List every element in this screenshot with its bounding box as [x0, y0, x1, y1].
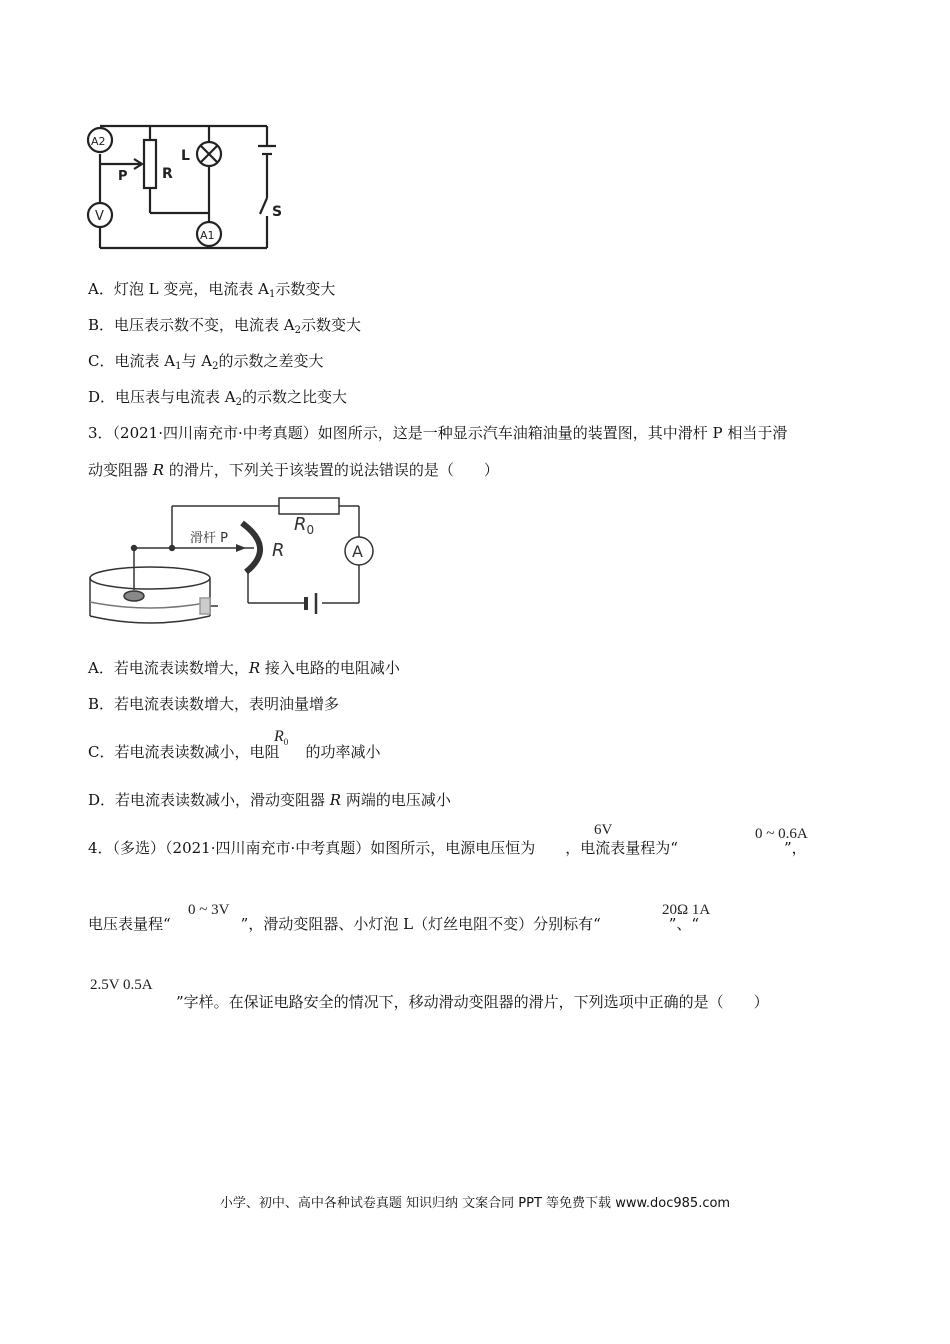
q4-voltmeter-range: 0 ~ 3V: [188, 902, 230, 918]
q3-option-a: A．若电流表读数增大，R 接入电路的电阻减小: [88, 659, 400, 677]
page-footer: 小学、初中、高中各种试卷真题 知识归纳 文案合同 PPT 等免费下载 www.doc985.com: [219, 1196, 731, 1211]
q3-option-c: C．若电流表读数减小，电阻 的功率减小: [88, 743, 381, 761]
q3-stem-line2: 动变阻器 R 的滑片，下列关于该装置的说法错误的是（ ）: [88, 461, 499, 479]
q2-option-a: A．灯泡 L 变亮，电流表 $A_1$示数变大: [88, 280, 336, 300]
fig1-label-s: S: [272, 204, 283, 220]
q4-rheostat-rating: 20Ω 1A: [662, 902, 711, 918]
q4-stem-line1: 4．（多选）（2021·四川南充市·中考真题）如图所示，电源电压恒为 ，电流表量程为“ ”，: [88, 839, 807, 857]
fig1-label-p: P: [118, 169, 128, 184]
q4-voltage-value: 6V: [594, 822, 613, 838]
fig1-label-a2: A2: [91, 135, 106, 148]
q4-stem-line2: 电压表量程“ ”，滑动变阻器、小灯泡 L（灯丝电阻不变）分别标有“ ”、“: [88, 915, 700, 933]
q3-option-b: B．若电流表读数增大，表明油量增多: [88, 695, 340, 713]
fig1-label-l: L: [181, 148, 190, 164]
q2-option-c: C．电流表 $A_1$与 $A_2$的示数之差变大: [88, 352, 324, 372]
fig2-rod-label: 滑杆 P: [190, 531, 228, 546]
fig2-r0-label: $R_0$: [294, 514, 315, 537]
fig1-label-a1: A1: [200, 229, 215, 242]
circuit-figure-1: [84, 118, 284, 258]
q4-stem-line3: ”字样。在保证电路安全的情况下，移动滑动变阻器的滑片，下列选项中正确的是（ ）: [176, 993, 769, 1011]
q2-option-d: D．电压表与电流表 $A_2$的示数之比变大: [88, 388, 348, 408]
q4-lamp-rating: 2.5V 0.5A: [90, 977, 153, 993]
fig1-label-v: V: [95, 209, 104, 224]
q3-stem-line1: 3．（2021·四川南充市·中考真题）如图所示，这是一种显示汽车油箱油量的装置图，其中滑杆 P 相当于滑: [88, 424, 788, 442]
q4-current-range: 0 ~ 0.6A: [755, 826, 808, 842]
fig2-ammeter-label: A: [352, 542, 363, 561]
fig2-r-label: R: [272, 540, 285, 561]
q3-option-d: D．若电流表读数减小，滑动变阻器 R 两端的电压减小: [88, 791, 451, 809]
fuel-gauge-figure: [86, 490, 386, 630]
q2-option-b: B．电压表示数不变，电流表 $A_2$示数变大: [88, 316, 362, 336]
fig1-label-r: R: [162, 166, 173, 182]
q3-option-c-r0: $R_0$: [274, 728, 289, 747]
